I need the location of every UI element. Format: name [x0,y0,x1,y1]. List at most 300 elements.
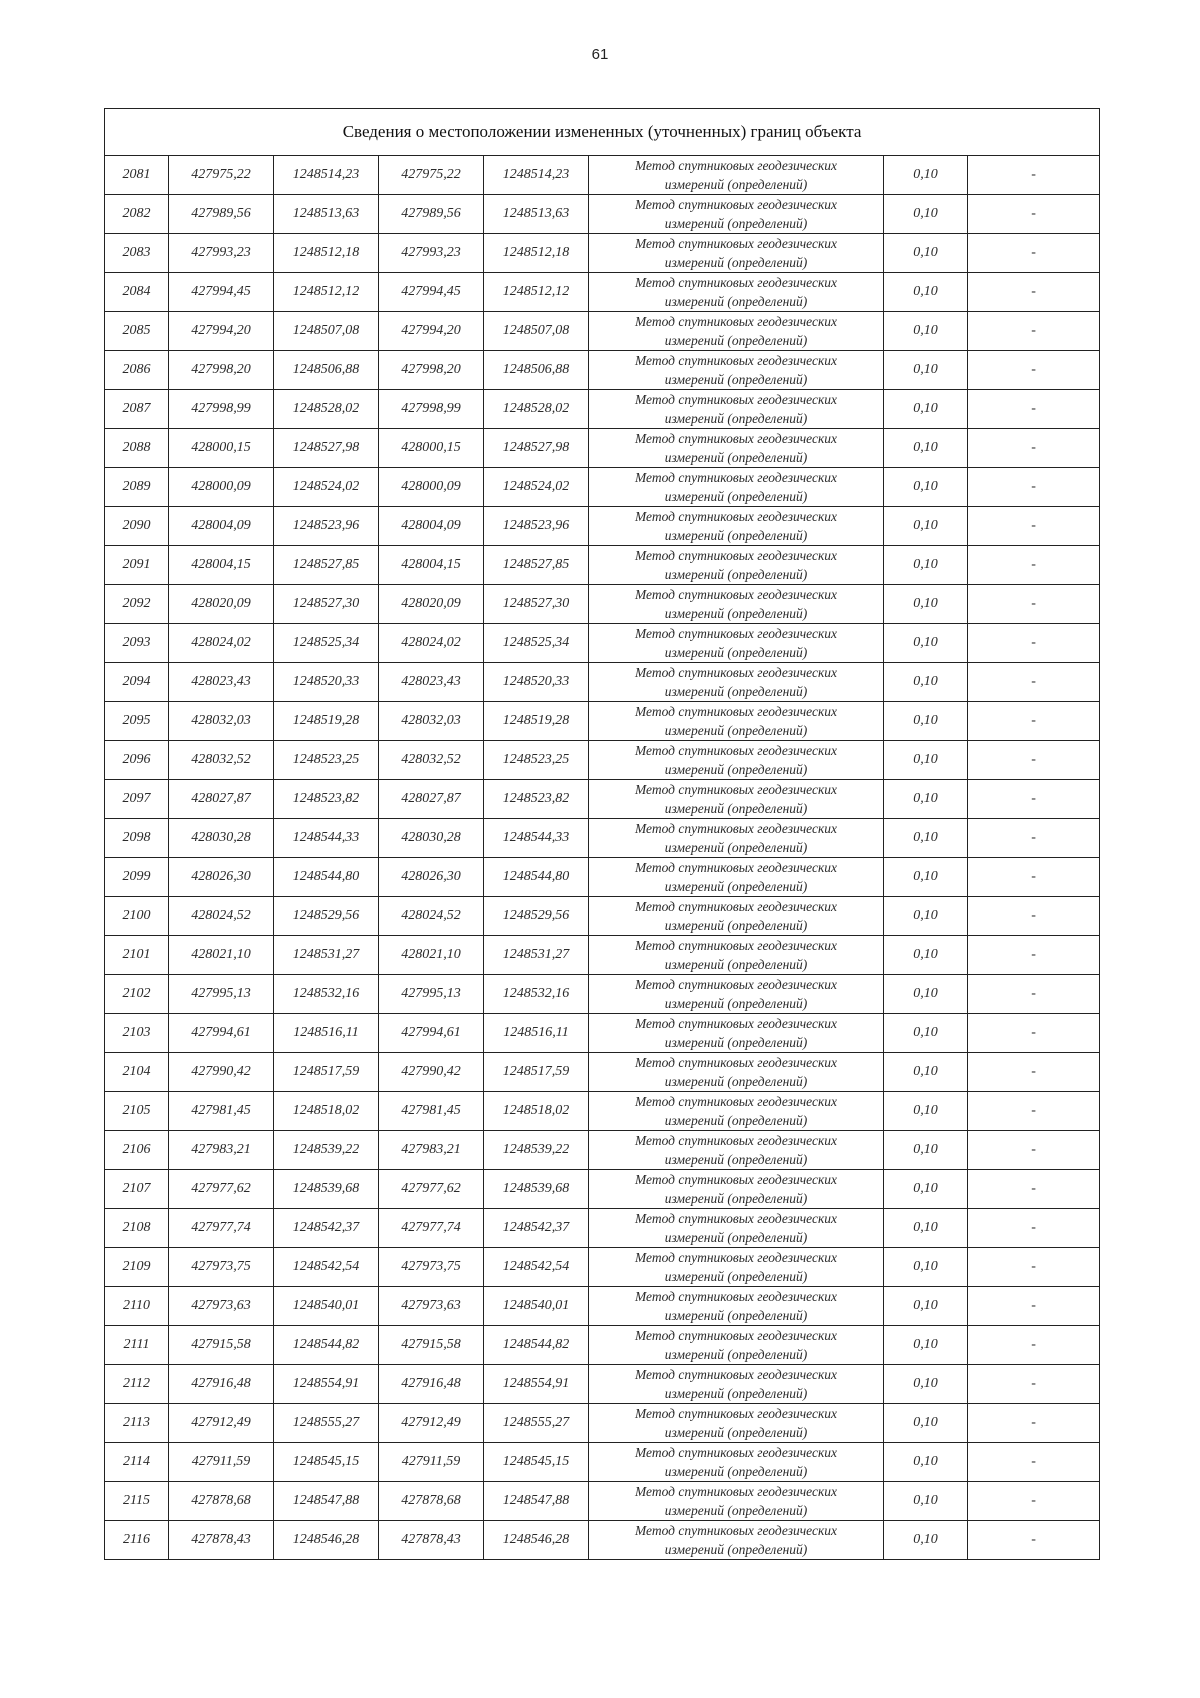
existing-x-cell: 427916,48 [169,1365,274,1404]
accuracy-cell: 0,10 [884,234,968,273]
accuracy-cell: 0,10 [884,858,968,897]
refined-x-cell: 428030,28 [379,819,484,858]
accuracy-cell: 0,10 [884,624,968,663]
accuracy-cell: 0,10 [884,897,968,936]
point-number-cell: 2098 [105,819,169,858]
note-cell: - [968,507,1100,546]
existing-x-cell: 427994,61 [169,1014,274,1053]
table-row [105,1209,1100,1248]
table-row [105,1365,1100,1404]
existing-y-cell: 1248554,91 [274,1365,379,1404]
table-row [105,1131,1100,1170]
table-row [105,624,1100,663]
refined-y-cell: 1248544,80 [484,858,589,897]
note-cell: - [968,663,1100,702]
method-cell [589,546,884,585]
table-row [105,858,1100,897]
note-cell: - [968,1209,1100,1248]
point-number-cell: 2114 [105,1443,169,1482]
refined-y-cell: 1248519,28 [484,702,589,741]
point-number-cell: 2112 [105,1365,169,1404]
table-row [105,741,1100,780]
method-line-1: Метод спутниковых геодезических [634,1055,838,1070]
refined-x-cell: 427990,42 [379,1053,484,1092]
method-line-1: Метод спутниковых геодезических [634,938,838,953]
table-row [105,1053,1100,1092]
refined-y-cell: 1248506,88 [484,351,589,390]
point-number-cell: 2083 [105,234,169,273]
existing-x-cell: 427977,62 [169,1170,274,1209]
refined-x-cell: 427975,22 [379,156,484,195]
refined-x-cell: 428024,02 [379,624,484,663]
method-line-1: Метод спутниковых геодезических [634,860,838,875]
refined-x-cell: 427993,23 [379,234,484,273]
refined-y-cell: 1248544,33 [484,819,589,858]
accuracy-cell: 0,10 [884,507,968,546]
method-cell [589,741,884,780]
existing-y-cell: 1248528,02 [274,390,379,429]
note-cell: - [968,1014,1100,1053]
method-line-2: измерений (определений) [664,1347,808,1362]
table-row [105,1326,1100,1365]
method-line-2: измерений (определений) [664,1386,808,1401]
method-line-1: Метод спутниковых геодезических [634,743,838,758]
point-number-cell: 2100 [105,897,169,936]
method-line-2: измерений (определений) [664,177,808,192]
accuracy-cell: 0,10 [884,273,968,312]
method-line-2: измерений (определений) [664,606,808,621]
existing-y-cell: 1248542,37 [274,1209,379,1248]
refined-x-cell: 428024,52 [379,897,484,936]
refined-x-cell: 428021,10 [379,936,484,975]
method-line-2: измерений (определений) [664,879,808,894]
existing-x-cell: 427990,42 [169,1053,274,1092]
existing-y-cell: 1248523,25 [274,741,379,780]
refined-y-cell: 1248545,15 [484,1443,589,1482]
table-row [105,1170,1100,1209]
method-line-2: измерений (определений) [664,957,808,972]
table-title: Сведения о местоположении измененных (уточненных) границ объекта [105,109,1100,156]
method-line-2: измерений (определений) [664,1152,808,1167]
note-cell: - [968,858,1100,897]
refined-x-cell: 427915,58 [379,1326,484,1365]
existing-x-cell: 428021,10 [169,936,274,975]
refined-x-cell: 428027,87 [379,780,484,819]
refined-x-cell: 427973,75 [379,1248,484,1287]
table-row [105,663,1100,702]
existing-x-cell: 427915,58 [169,1326,274,1365]
accuracy-cell: 0,10 [884,1521,968,1560]
method-line-2: измерений (определений) [664,1425,808,1440]
method-line-2: измерений (определений) [664,723,808,738]
accuracy-cell: 0,10 [884,1365,968,1404]
point-number-cell: 2085 [105,312,169,351]
refined-y-cell: 1248513,63 [484,195,589,234]
refined-x-cell: 428023,43 [379,663,484,702]
point-number-cell: 2099 [105,858,169,897]
existing-y-cell: 1248545,15 [274,1443,379,1482]
method-line-1: Метод спутниковых геодезических [634,1367,838,1382]
existing-x-cell: 428000,15 [169,429,274,468]
method-line-2: измерений (определений) [664,372,808,387]
point-number-cell: 2101 [105,936,169,975]
method-line-2: измерений (определений) [664,645,808,660]
method-line-2: измерений (определений) [664,528,808,543]
method-cell [589,819,884,858]
accuracy-cell: 0,10 [884,1014,968,1053]
method-cell [589,858,884,897]
refined-x-cell: 427994,20 [379,312,484,351]
table-row [105,975,1100,1014]
method-line-2: измерений (определений) [664,1308,808,1323]
refined-y-cell: 1248539,68 [484,1170,589,1209]
note-cell: - [968,1443,1100,1482]
point-number-cell: 2082 [105,195,169,234]
existing-y-cell: 1248527,85 [274,546,379,585]
existing-y-cell: 1248529,56 [274,897,379,936]
method-line-2: измерений (определений) [664,411,808,426]
refined-y-cell: 1248527,85 [484,546,589,585]
table-row [105,429,1100,468]
note-cell: - [968,1287,1100,1326]
refined-x-cell: 427983,21 [379,1131,484,1170]
existing-x-cell: 427994,45 [169,273,274,312]
existing-y-cell: 1248519,28 [274,702,379,741]
method-line-1: Метод спутниковых геодезических [634,470,838,485]
existing-x-cell: 427911,59 [169,1443,274,1482]
existing-y-cell: 1248514,23 [274,156,379,195]
point-number-cell: 2106 [105,1131,169,1170]
note-cell: - [968,273,1100,312]
refined-y-cell: 1248512,12 [484,273,589,312]
accuracy-cell: 0,10 [884,1287,968,1326]
method-line-1: Метод спутниковых геодезических [634,197,838,212]
existing-x-cell: 427975,22 [169,156,274,195]
existing-y-cell: 1248523,96 [274,507,379,546]
refined-y-cell: 1248528,02 [484,390,589,429]
existing-x-cell: 428000,09 [169,468,274,507]
existing-y-cell: 1248512,12 [274,273,379,312]
refined-x-cell: 427973,63 [379,1287,484,1326]
refined-y-cell: 1248546,28 [484,1521,589,1560]
existing-y-cell: 1248512,18 [274,234,379,273]
method-line-1: Метод спутниковых геодезических [634,782,838,797]
method-line-1: Метод спутниковых геодезических [634,977,838,992]
point-number-cell: 2109 [105,1248,169,1287]
accuracy-cell: 0,10 [884,819,968,858]
existing-y-cell: 1248540,01 [274,1287,379,1326]
accuracy-cell: 0,10 [884,975,968,1014]
point-number-cell: 2090 [105,507,169,546]
table-row [105,1014,1100,1053]
table-row [105,1482,1100,1521]
existing-x-cell: 427977,74 [169,1209,274,1248]
accuracy-cell: 0,10 [884,468,968,507]
refined-y-cell: 1248525,34 [484,624,589,663]
refined-y-cell: 1248518,02 [484,1092,589,1131]
refined-y-cell: 1248523,82 [484,780,589,819]
note-cell: - [968,1131,1100,1170]
accuracy-cell: 0,10 [884,351,968,390]
existing-x-cell: 428024,52 [169,897,274,936]
method-line-2: измерений (определений) [664,1230,808,1245]
existing-x-cell: 428024,02 [169,624,274,663]
refined-x-cell: 427998,99 [379,390,484,429]
table-row [105,312,1100,351]
refined-y-cell: 1248523,25 [484,741,589,780]
accuracy-cell: 0,10 [884,741,968,780]
table-row [105,819,1100,858]
note-cell: - [968,468,1100,507]
refined-x-cell: 427994,45 [379,273,484,312]
existing-y-cell: 1248507,08 [274,312,379,351]
method-line-2: измерений (определений) [664,1542,808,1557]
refined-x-cell: 427878,43 [379,1521,484,1560]
existing-x-cell: 428004,09 [169,507,274,546]
note-cell: - [968,234,1100,273]
accuracy-cell: 0,10 [884,1092,968,1131]
existing-y-cell: 1248527,30 [274,585,379,624]
point-number-cell: 2107 [105,1170,169,1209]
method-line-1: Метод спутниковых геодезических [634,821,838,836]
note-cell: - [968,351,1100,390]
existing-x-cell: 427981,45 [169,1092,274,1131]
method-line-1: Метод спутниковых геодезических [634,353,838,368]
refined-y-cell: 1248520,33 [484,663,589,702]
method-cell [589,897,884,936]
existing-y-cell: 1248539,22 [274,1131,379,1170]
existing-x-cell: 427998,99 [169,390,274,429]
method-cell [589,312,884,351]
method-line-1: Метод спутниковых геодезических [634,1172,838,1187]
method-line-1: Метод спутниковых геодезических [634,509,838,524]
method-line-1: Метод спутниковых геодезических [634,626,838,641]
refined-x-cell: 427977,62 [379,1170,484,1209]
existing-y-cell: 1248544,82 [274,1326,379,1365]
existing-y-cell: 1248525,34 [274,624,379,663]
existing-y-cell: 1248520,33 [274,663,379,702]
method-line-2: измерений (определений) [664,1035,808,1050]
method-line-1: Метод спутниковых геодезических [634,1445,838,1460]
point-number-cell: 2105 [105,1092,169,1131]
method-line-2: измерений (определений) [664,255,808,270]
refined-y-cell: 1248539,22 [484,1131,589,1170]
accuracy-cell: 0,10 [884,390,968,429]
method-cell [589,507,884,546]
note-cell: - [968,1521,1100,1560]
existing-y-cell: 1248532,16 [274,975,379,1014]
method-cell [589,351,884,390]
method-line-1: Метод спутниковых геодезических [634,704,838,719]
point-number-cell: 2113 [105,1404,169,1443]
boundary-coordinates-table [104,108,1100,1560]
page-number: 61 [591,46,609,63]
existing-x-cell: 428032,03 [169,702,274,741]
method-cell [589,1209,884,1248]
method-cell [589,156,884,195]
note-cell: - [968,1170,1100,1209]
existing-y-cell: 1248527,98 [274,429,379,468]
method-line-2: измерений (определений) [664,489,808,504]
note-cell: - [968,585,1100,624]
method-cell [589,390,884,429]
table-row [105,1287,1100,1326]
point-number-cell: 2092 [105,585,169,624]
table-title-row [105,109,1100,156]
accuracy-cell: 0,10 [884,663,968,702]
table-row [105,273,1100,312]
method-cell [589,195,884,234]
point-number-cell: 2110 [105,1287,169,1326]
accuracy-cell: 0,10 [884,702,968,741]
point-number-cell: 2115 [105,1482,169,1521]
note-cell: - [968,975,1100,1014]
table-row [105,1521,1100,1560]
method-line-2: измерений (определений) [664,1074,808,1089]
method-line-2: измерений (определений) [664,567,808,582]
method-cell [589,1092,884,1131]
method-cell [589,1443,884,1482]
method-cell [589,1170,884,1209]
method-line-2: измерений (определений) [664,1113,808,1128]
accuracy-cell: 0,10 [884,429,968,468]
refined-y-cell: 1248527,30 [484,585,589,624]
refined-x-cell: 427989,56 [379,195,484,234]
point-number-cell: 2084 [105,273,169,312]
refined-y-cell: 1248544,82 [484,1326,589,1365]
refined-y-cell: 1248555,27 [484,1404,589,1443]
refined-y-cell: 1248529,56 [484,897,589,936]
accuracy-cell: 0,10 [884,312,968,351]
existing-y-cell: 1248544,80 [274,858,379,897]
existing-x-cell: 427989,56 [169,195,274,234]
refined-x-cell: 428004,15 [379,546,484,585]
accuracy-cell: 0,10 [884,936,968,975]
accuracy-cell: 0,10 [884,156,968,195]
accuracy-cell: 0,10 [884,1248,968,1287]
point-number-cell: 2111 [105,1326,169,1365]
refined-x-cell: 428000,09 [379,468,484,507]
accuracy-cell: 0,10 [884,1053,968,1092]
method-line-2: измерений (определений) [664,1503,808,1518]
existing-y-cell: 1248513,63 [274,195,379,234]
note-cell: - [968,195,1100,234]
method-cell [589,468,884,507]
method-line-1: Метод спутниковых геодезических [634,236,838,251]
method-line-1: Метод спутниковых геодезических [634,1016,838,1031]
method-line-1: Метод спутниковых геодезических [634,1094,838,1109]
existing-y-cell: 1248518,02 [274,1092,379,1131]
method-line-1: Метод спутниковых геодезических [634,1211,838,1226]
method-cell [589,1287,884,1326]
method-line-2: измерений (определений) [664,294,808,309]
method-cell [589,1482,884,1521]
point-number-cell: 2097 [105,780,169,819]
refined-y-cell: 1248547,88 [484,1482,589,1521]
accuracy-cell: 0,10 [884,780,968,819]
existing-x-cell: 427878,43 [169,1521,274,1560]
existing-y-cell: 1248544,33 [274,819,379,858]
refined-x-cell: 427878,68 [379,1482,484,1521]
table-row [105,1248,1100,1287]
point-number-cell: 2093 [105,624,169,663]
method-line-1: Метод спутниковых геодезических [634,275,838,290]
method-line-2: измерений (определений) [664,1269,808,1284]
method-line-2: измерений (определений) [664,333,808,348]
method-line-1: Метод спутниковых геодезических [634,1523,838,1538]
note-cell: - [968,1092,1100,1131]
refined-x-cell: 427977,74 [379,1209,484,1248]
refined-y-cell: 1248517,59 [484,1053,589,1092]
refined-x-cell: 428020,09 [379,585,484,624]
accuracy-cell: 0,10 [884,1170,968,1209]
refined-x-cell: 428000,15 [379,429,484,468]
refined-y-cell: 1248542,54 [484,1248,589,1287]
method-line-2: измерений (определений) [664,762,808,777]
existing-y-cell: 1248523,82 [274,780,379,819]
note-cell: - [968,429,1100,468]
table-row [105,195,1100,234]
refined-x-cell: 427916,48 [379,1365,484,1404]
existing-x-cell: 427973,75 [169,1248,274,1287]
method-line-2: измерений (определений) [664,1191,808,1206]
method-line-1: Метод спутниковых геодезических [634,158,838,173]
method-line-2: измерений (определений) [664,996,808,1011]
point-number-cell: 2104 [105,1053,169,1092]
point-number-cell: 2108 [105,1209,169,1248]
refined-x-cell: 428032,52 [379,741,484,780]
accuracy-cell: 0,10 [884,1404,968,1443]
note-cell: - [968,1248,1100,1287]
method-line-1: Метод спутниковых геодезических [634,1133,838,1148]
note-cell: - [968,897,1100,936]
note-cell: - [968,1482,1100,1521]
existing-y-cell: 1248555,27 [274,1404,379,1443]
method-line-2: измерений (определений) [664,684,808,699]
refined-y-cell: 1248523,96 [484,507,589,546]
existing-x-cell: 427998,20 [169,351,274,390]
point-number-cell: 2089 [105,468,169,507]
note-cell: - [968,1053,1100,1092]
existing-x-cell: 428027,87 [169,780,274,819]
note-cell: - [968,702,1100,741]
refined-y-cell: 1248531,27 [484,936,589,975]
existing-x-cell: 427878,68 [169,1482,274,1521]
note-cell: - [968,1326,1100,1365]
existing-y-cell: 1248542,54 [274,1248,379,1287]
table-row [105,585,1100,624]
refined-x-cell: 427994,61 [379,1014,484,1053]
method-cell [589,975,884,1014]
point-number-cell: 2086 [105,351,169,390]
table-row [105,702,1100,741]
existing-x-cell: 427993,23 [169,234,274,273]
method-cell [589,1248,884,1287]
existing-y-cell: 1248524,02 [274,468,379,507]
existing-x-cell: 427995,13 [169,975,274,1014]
refined-x-cell: 427981,45 [379,1092,484,1131]
note-cell: - [968,1365,1100,1404]
table-row [105,234,1100,273]
refined-y-cell: 1248532,16 [484,975,589,1014]
point-number-cell: 2116 [105,1521,169,1560]
existing-x-cell: 428004,15 [169,546,274,585]
existing-x-cell: 427973,63 [169,1287,274,1326]
method-line-1: Метод спутниковых геодезических [634,1250,838,1265]
method-line-2: измерений (определений) [664,840,808,855]
method-cell [589,1404,884,1443]
table-row [105,780,1100,819]
